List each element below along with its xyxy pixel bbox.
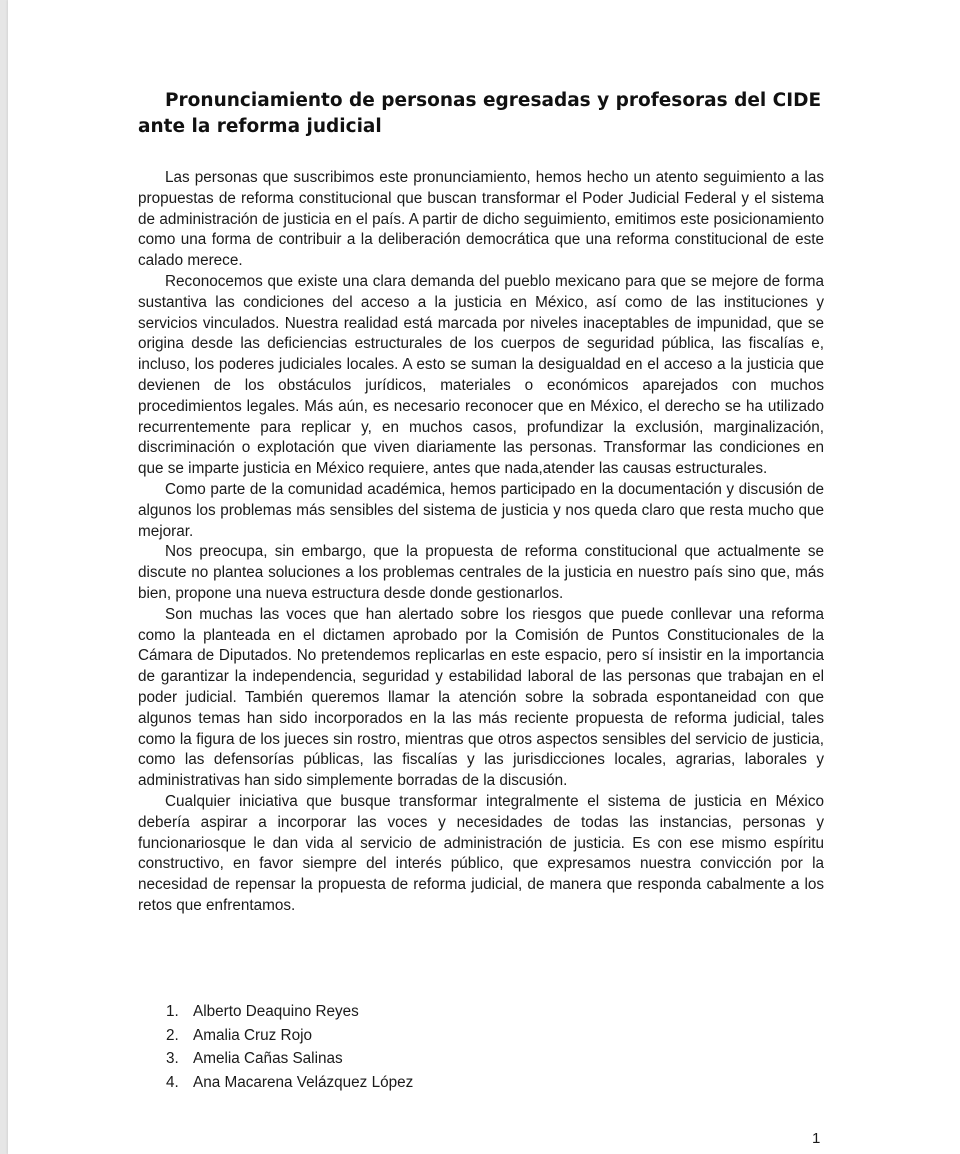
page-number: 1 bbox=[812, 1130, 821, 1147]
signer-number: 4. bbox=[166, 1073, 179, 1091]
signer-name: Amelia Cañas Salinas bbox=[193, 1050, 343, 1067]
document-body bbox=[138, 168, 824, 917]
signer-name: Ana Macarena Velázquez López bbox=[193, 1073, 414, 1091]
signer-item bbox=[166, 1071, 413, 1095]
signer-item bbox=[166, 1000, 413, 1024]
signer-number: 1. bbox=[166, 1003, 179, 1020]
signer-item bbox=[166, 1024, 413, 1048]
paragraph: Reconocemos que existe una clara demanda del pueblo mexicano para que se mejore de forma sustantiva las condiciones del acceso a la justicia en México, así como de las instituciones y servicios vinculados. Nuestra realidad está marcada por niveles inaceptables de impunidad, que se origina desde las deficiencias estructurales de los cuerpos de seguridad pública, las fiscalías e, incluso, los poderes judiciales locales. A esto se suman la desigualdad en el acceso a la justicia que devienen de los obstáculos jurídicos, materiales o económicos aparejados con muchos procedimientos legales. Más aún, es necesario reconocer que en México, el derecho se ha utilizado recurrentemente para replicar y, en muchos casos, profundizar la exclusión, marginalización, discriminación o explotación que viven diariamente las personas. Transformar las condiciones en que se imparte justicia en México requiere, antes que nada,atender las causas estructurales. bbox=[138, 272, 824, 478]
signer-name: Amalia Cruz Rojo bbox=[193, 1026, 313, 1044]
signer-item bbox=[166, 1047, 413, 1071]
document-page bbox=[8, 0, 960, 1154]
paragraph: Cualquier iniciativa que busque transformar integralmente el sistema de justicia en México debería aspirar a incorporar las voces y necesidades de todas las instancias, personas y funcionariosque le dan vida al servicio de administración de justicia. Es con ese mismo espíritu constructivo, en favor siempre del interés público, que expresamos nuestra convicción por la necesidad de repensar la propuesta de reforma judicial, de manera que responda cabalmente a los retos que enfrentamos. bbox=[138, 792, 824, 914]
signer-number: 3. bbox=[166, 1050, 179, 1067]
signers-list bbox=[166, 1000, 413, 1094]
document-title: Pronunciamiento de personas egresadas y profesoras del CIDE ante la reforma judicial bbox=[138, 90, 822, 137]
paragraph: Son muchas las voces que han alertado sobre los riesgos que puede conllevar una reforma como la planteada en el dictamen aprobado por la Comisión de Puntos Constitucionales de la Cámara de Diputados. No pretendemos replicarlas en este espacio, pero sí insistir en la importancia de garantizar la independencia, seguridad y estabilidad laboral de las personas que trabajan en el poder judicial. También queremos llamar la atención sobre la sobrada espontaneidad con que algunos temas han sido incorporados en la las más reciente propuesta de reforma judicial, tales como la figura de los jueces sin rostro, mientras que otros aspectos sensibles del servicio de justicia, como las defensorías públicas, las fiscalías y las jurisdicciones locales, agrarias, laborales y administrativas han sido simplemente borradas de la discusión. bbox=[138, 605, 824, 790]
paragraph: Las personas que suscribimos este pronunciamiento, hemos hecho un atento seguimiento a las propuestas de reforma constitucional que buscan transformar el Poder Judicial Federal y el sistema de administración de justicia en el país. A partir de dicho seguimiento, emitimos este posicionamiento como una forma de contribuir a la deliberación democrática que una reforma constitucional de este calado merece. bbox=[138, 169, 824, 270]
paragraph: Nos preocupa, sin embargo, que la propuesta de reforma constitucional que actualmente se discute no plantea soluciones a los problemas centrales de la justicia en nuestro país sino que, más bien, propone una nueva estructura desde donde gestionarlos. bbox=[138, 543, 824, 602]
signer-number: 2. bbox=[166, 1026, 179, 1044]
signer-name: Alberto Deaquino Reyes bbox=[193, 1003, 359, 1020]
paragraph: Como parte de la comunidad académica, hemos participado en la documentación y discusión de algunos los problemas más sensibles del sistema de justicia y nos queda claro que resta mucho que mejorar. bbox=[138, 480, 824, 540]
